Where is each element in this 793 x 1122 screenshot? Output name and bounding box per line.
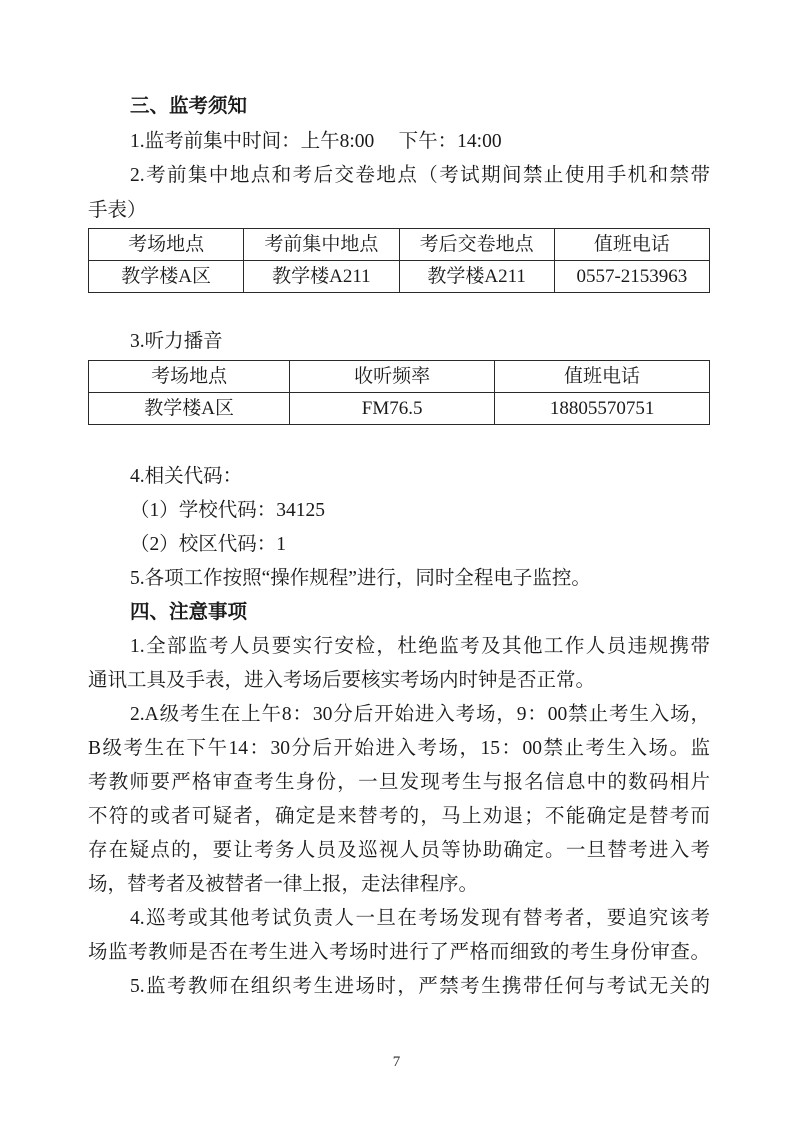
note-line: 通讯工具及手表，进入考场后要核实考场内时钟是否正常。 <box>88 669 596 691</box>
table-header-cell: 考前集中地点 <box>244 229 399 261</box>
note-line: B级考生在下午14：30分后开始进入考场，15：00禁止考生入场。监 <box>88 737 710 759</box>
table-cell-gather-location: 教学楼A211 <box>244 261 399 293</box>
table-header-row <box>89 360 710 392</box>
listening-broadcast-table <box>88 360 710 425</box>
table-cell-frequency: FM76.5 <box>290 392 495 424</box>
table-header-cell: 值班电话 <box>554 229 709 261</box>
table-row <box>89 392 710 424</box>
section-heading-invigilation-notes: 三、监考须知 <box>130 96 248 117</box>
table-cell-duty-phone: 18805570751 <box>495 392 710 424</box>
table-cell-handin-location: 教学楼A211 <box>399 261 554 293</box>
page-number: 7 <box>392 1054 401 1070</box>
note-line: 场，替考者及被替者一律上报，走法律程序。 <box>88 873 479 895</box>
item-school-code: （1）学校代码：34125 <box>130 499 326 521</box>
pre-exam-location-table <box>88 228 710 293</box>
table-cell-venue: 教学楼A区 <box>89 392 290 424</box>
note-line: 不符的或者可疑者，确定是来替考的，马上劝退；不能确定是替考而 <box>88 805 710 827</box>
section-heading-precautions: 四、注意事项 <box>130 601 248 623</box>
item-campus-code: （2）校区代码：1 <box>130 533 287 555</box>
note-line: 存在疑点的，要让考务人员及巡视人员等协助确定。一旦替考进入考 <box>88 839 710 861</box>
table-cell-duty-phone: 0557-2153963 <box>554 261 709 293</box>
lower-text-block <box>88 460 710 1004</box>
page-content <box>88 90 710 1004</box>
table-header-cell: 收听频率 <box>290 360 495 392</box>
note-line: 1.全部监考人员要实行安检，杜绝监考及其他工作人员违规携带 <box>130 635 710 657</box>
table-header-cell: 考后交卷地点 <box>399 229 554 261</box>
note-line: 5.监考教师在组织考生进场时，严禁考生携带任何与考试无关的 <box>130 975 710 997</box>
table-header-cell: 值班电话 <box>495 360 710 392</box>
table-header-cell: 考场地点 <box>89 360 290 392</box>
note-line: 2.A级考生在上午8：30分后开始进入考场，9：00禁止考生入场， <box>130 703 710 725</box>
item-operating-procedures: 5.各项工作按照“操作规程”进行，同时全程电子监控。 <box>130 567 591 589</box>
table-header-row <box>89 229 710 261</box>
spacer <box>88 425 710 460</box>
note-line: 4.巡考或其他考试负责人一旦在考场发现有替考者，要追究该考 <box>130 907 710 929</box>
note-line: 考教师要严格审查考生身份，一旦发现考生与报名信息中的数码相片 <box>88 771 710 793</box>
item-locations-line2: 手表） <box>88 199 147 221</box>
note-line: 场监考教师是否在考生进入考场时进行了严格而细致的考生身份审查。 <box>88 941 710 963</box>
item-locations-line1: 2.考前集中地点和考后交卷地点（考试期间禁止使用手机和禁带 <box>130 165 710 186</box>
table-cell-venue: 教学楼A区 <box>89 261 244 293</box>
item-related-codes: 4.相关代码： <box>130 465 243 487</box>
table-row <box>89 261 710 293</box>
spacer <box>88 293 710 325</box>
item-listening-broadcast: 3.听力播音 <box>130 331 223 352</box>
item-gathering-time: 1.监考前集中时间：上午8:00 下午：14:00 <box>130 130 502 152</box>
table-header-cell: 考场地点 <box>89 229 244 261</box>
